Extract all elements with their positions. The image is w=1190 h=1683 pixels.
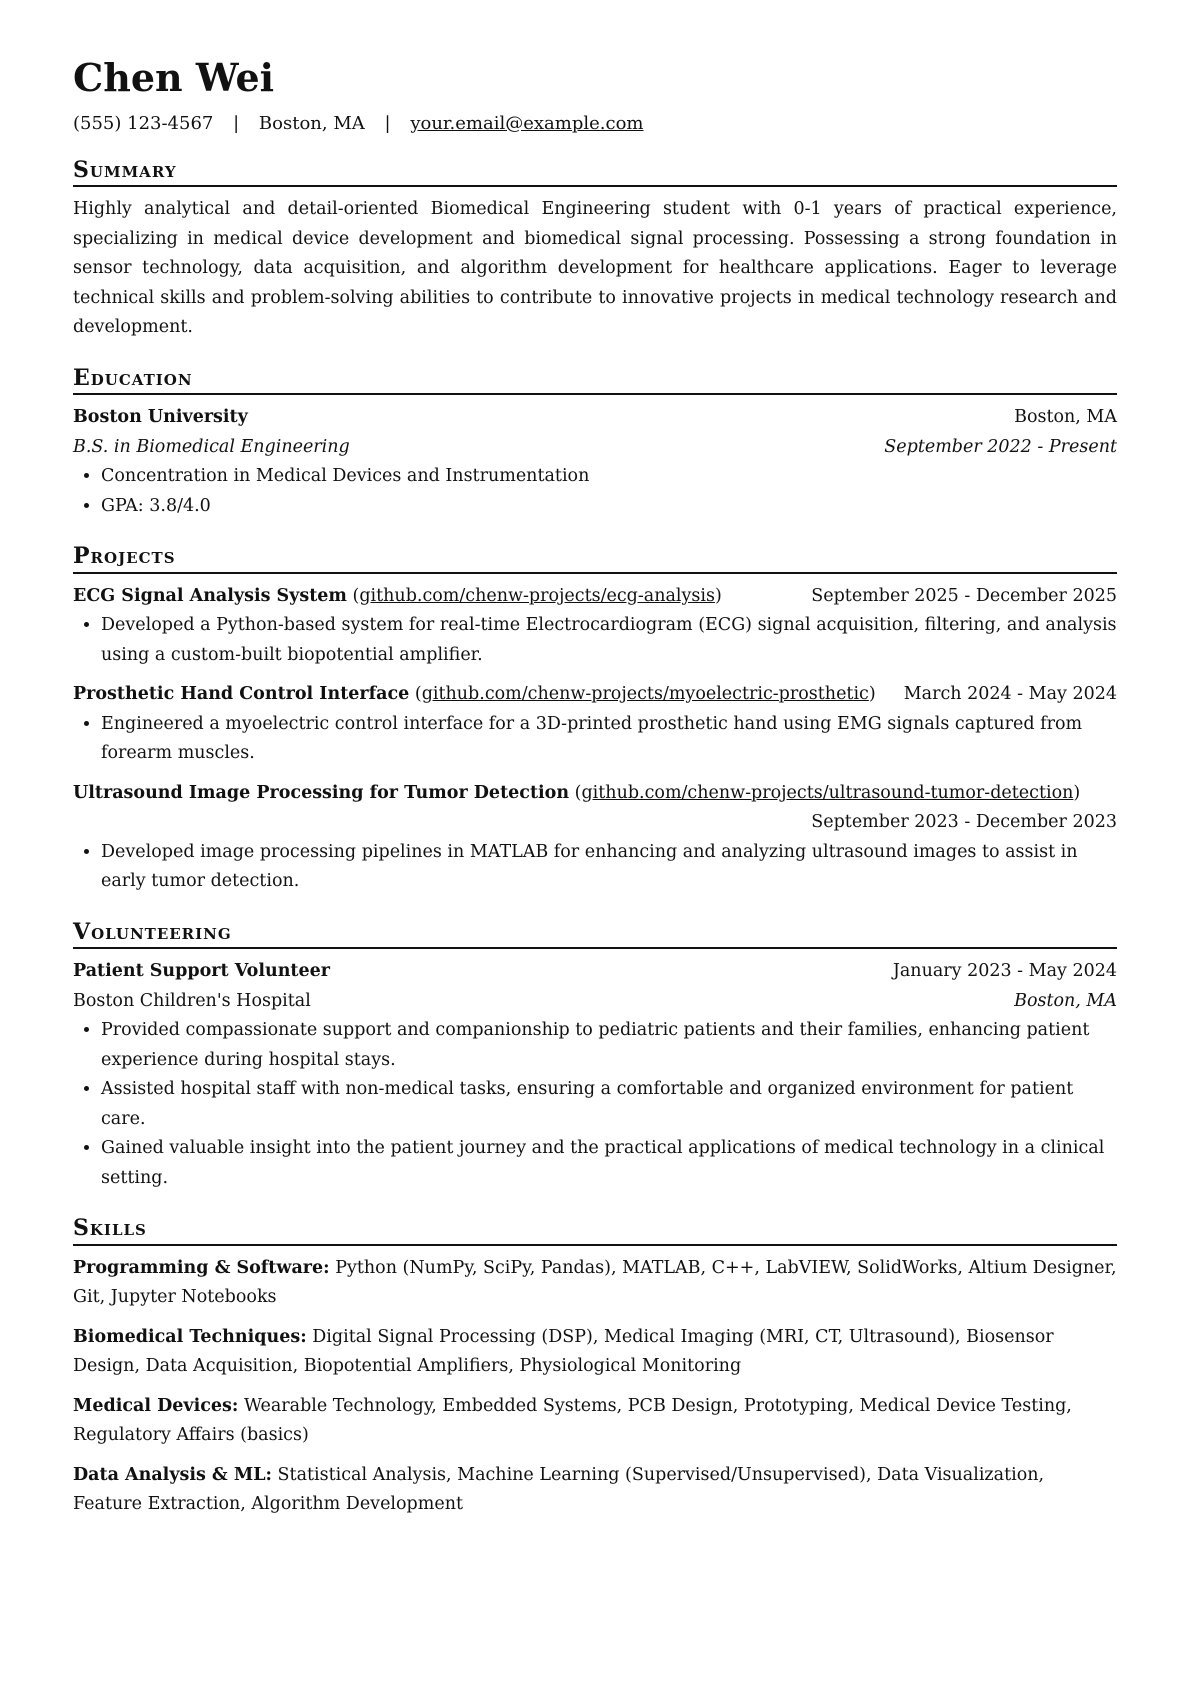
volunteer-org: Boston Children's Hospital bbox=[73, 990, 311, 1011]
education-header-row bbox=[73, 403, 1117, 433]
list-item: • Concentration in Medical Devices and Instrumentation bbox=[101, 462, 1117, 492]
skill-label: Programming & Software: bbox=[73, 1257, 330, 1278]
skill-value: Statistical Analysis, Machine Learning (Supervised/Unsupervised), Data Visualization, Feature Extraction, Algorithm Development bbox=[73, 1464, 1045, 1515]
volunteer-role: Patient Support Volunteer bbox=[73, 961, 331, 982]
project-dates: September 2023 - December 2023 bbox=[811, 812, 1117, 833]
contact-line bbox=[73, 112, 1117, 135]
project-link[interactable]: github.com/chenw-projects/ecg-analysis bbox=[359, 585, 715, 606]
project-name: Prosthetic Hand Control Interface bbox=[73, 684, 410, 705]
list-item: • Provided compassionate support and companionship to pediatric patients and their families, enhancing patient experience during hospital stays. bbox=[101, 1016, 1117, 1075]
location: Boston, MA bbox=[258, 112, 365, 134]
project-link[interactable]: github.com/chenw-projects/myoelectric-prosthetic bbox=[421, 684, 869, 705]
section-title-volunteering: Volunteering bbox=[73, 919, 1117, 949]
volunteering-section bbox=[73, 919, 1117, 1193]
skill-value: Python (NumPy, SciPy, Pandas), MATLAB, C++, LabVIEW, SolidWorks, Altium Designer, Git, Jupyter Notebooks bbox=[73, 1257, 1117, 1308]
list-item: • Engineered a myoelectric control interface for a 3D-printed prosthetic hand using EMG signals captured from forearm muscles. bbox=[101, 710, 1117, 769]
list-item: • Gained valuable insight into the patient journey and the practical applications of medical technology in a clinical setting. bbox=[101, 1134, 1117, 1193]
skill-row bbox=[73, 1461, 1117, 1520]
volunteer-header-row bbox=[73, 957, 1117, 987]
degree-row bbox=[73, 433, 1117, 463]
project-dates: March 2024 - May 2024 bbox=[903, 684, 1117, 705]
project-header bbox=[73, 680, 1117, 710]
list-item: • GPA: 3.8/4.0 bbox=[101, 492, 1117, 522]
skill-row bbox=[73, 1254, 1117, 1313]
volunteer-org-row bbox=[73, 987, 1117, 1017]
email-link[interactable]: your.email@example.com bbox=[410, 112, 644, 134]
list-item: • Assisted hospital staff with non-medical tasks, ensuring a comfortable and organized environment for patient care. bbox=[101, 1075, 1117, 1134]
project-bullets bbox=[73, 611, 1117, 670]
summary-text: Highly analytical and detail-oriented Biomedical Engineering student with 0-1 years of practical experience, specializing in medical device development and biomedical signal processing. Possessing a strong foundation in sensor technology, data acquisition, and algorithm development for healthcare applications. Eager to leverage technical skills and problem-solving abilities to contribute to innovative projects in medical technology research and development. bbox=[73, 199, 1117, 338]
project-name: ECG Signal Analysis System bbox=[73, 585, 347, 606]
project-item bbox=[73, 582, 1117, 671]
education-dates: September 2022 - Present bbox=[884, 436, 1117, 457]
project-dates: September 2025 - December 2025 bbox=[811, 585, 1117, 606]
degree: B.S. in Biomedical Engineering bbox=[73, 436, 350, 457]
volunteer-location: Boston, MA bbox=[1014, 990, 1117, 1011]
project-bullets bbox=[73, 710, 1117, 769]
separator: | bbox=[384, 112, 391, 134]
skill-row bbox=[73, 1392, 1117, 1451]
project-name: Ultrasound Image Processing for Tumor Detection bbox=[73, 782, 570, 803]
skill-label: Data Analysis & ML: bbox=[73, 1464, 272, 1485]
list-item: • Developed a Python-based system for real-time Electrocardiogram (ECG) signal acquisition, filtering, and analysis using a custom-built biopotential amplifier. bbox=[101, 611, 1117, 670]
project-dates-row bbox=[73, 808, 1117, 838]
skill-label: Biomedical Techniques: bbox=[73, 1326, 307, 1347]
separator: | bbox=[233, 112, 240, 134]
project-item bbox=[73, 680, 1117, 769]
skill-value: Digital Signal Processing (DSP), Medical Imaging (MRI, CT, Ultrasound), Biosensor Design, Data Acquisition, Biopotential Amplifiers, Physiological Monitoring bbox=[73, 1326, 1054, 1377]
project-title-line: ECG Signal Analysis System (github.com/chenw-projects/ecg-analysis) bbox=[73, 585, 722, 606]
education-section bbox=[73, 365, 1117, 521]
section-title-education: Education bbox=[73, 365, 1117, 395]
phone: (555) 123-4567 bbox=[73, 112, 214, 134]
project-header: Ultrasound Image Processing for Tumor Detection (github.com/chenw-projects/ultrasound-tumor-detection) bbox=[73, 782, 1081, 803]
summary-section bbox=[73, 157, 1117, 343]
skill-label: Medical Devices: bbox=[73, 1395, 239, 1416]
skills-section bbox=[73, 1215, 1117, 1519]
skill-value: Wearable Technology, Embedded Systems, PCB Design, Prototyping, Medical Device Testing, Regulatory Affairs (basics) bbox=[73, 1395, 1072, 1446]
skill-row bbox=[73, 1323, 1117, 1382]
volunteer-bullets bbox=[73, 1016, 1117, 1193]
school-name: Boston University bbox=[73, 407, 248, 428]
project-header bbox=[73, 582, 1117, 612]
project-title-line: Prosthetic Hand Control Interface (github.com/chenw-projects/myoelectric-prosthetic) bbox=[73, 684, 876, 705]
education-bullets bbox=[73, 462, 1117, 521]
list-item: • Developed image processing pipelines in MATLAB for enhancing and analyzing ultrasound images to assist in early tumor detection. bbox=[101, 838, 1117, 897]
section-title-skills: Skills bbox=[73, 1215, 1117, 1245]
section-title-summary: Summary bbox=[73, 157, 1117, 187]
projects-section bbox=[73, 543, 1117, 896]
project-item bbox=[73, 779, 1117, 897]
candidate-name: Chen Wei bbox=[73, 55, 275, 100]
project-bullets bbox=[73, 838, 1117, 897]
volunteer-dates: January 2023 - May 2024 bbox=[892, 961, 1117, 982]
section-title-projects: Projects bbox=[73, 543, 1117, 573]
school-location: Boston, MA bbox=[1014, 407, 1117, 428]
project-link[interactable]: github.com/chenw-projects/ultrasound-tumor-detection bbox=[581, 782, 1074, 803]
